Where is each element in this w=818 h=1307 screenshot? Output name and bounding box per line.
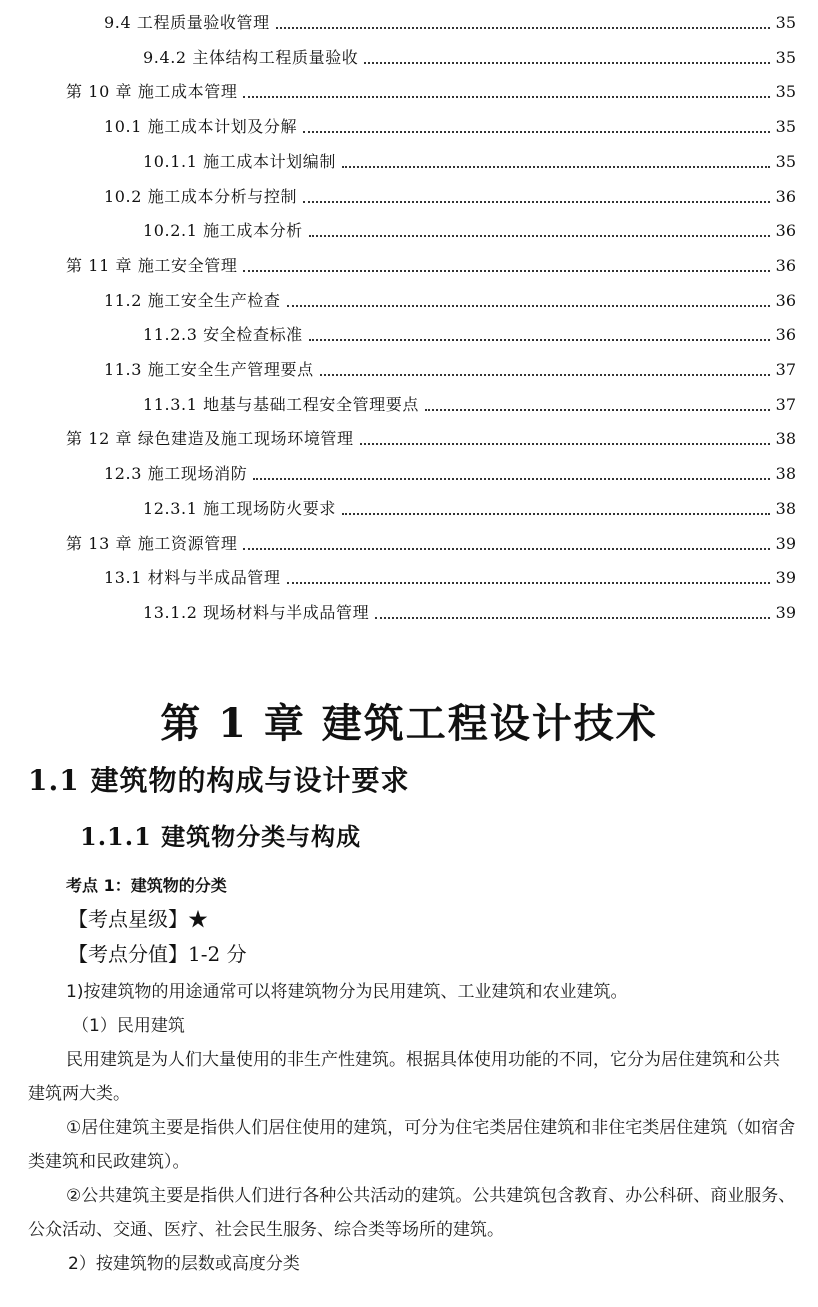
toc-page-number: 39 [775,533,796,553]
toc-dot-leader [303,129,770,133]
toc-entry-label: 10.1 施工成本计划及分解 [104,117,298,137]
toc-page-number: 36 [775,290,796,310]
toc-entry[interactable] [143,143,796,173]
toc-page-number: 38 [775,498,796,518]
toc-entry[interactable] [66,525,796,555]
toc-dot-leader [276,25,770,29]
toc-page-number: 38 [775,464,796,484]
toc-page-number: 36 [775,325,796,345]
body-text [28,975,796,1281]
toc-entry[interactable] [66,247,796,277]
toc-page-number: 39 [775,602,796,622]
toc-page-number: 39 [775,568,796,588]
toc-entry-label: 第 12 章 绿色建造及施工现场环境管理 [66,429,354,449]
toc-dot-leader [243,268,769,272]
toc-page-number: 36 [775,221,796,241]
subsection-title: 1.1.1 建筑物分类与构成 [80,822,362,851]
toc-dot-leader [287,303,770,307]
toc-entry-label: 13.1.2 现场材料与半成品管理 [143,602,370,622]
toc-entry-label: 12.3.1 施工现场防火要求 [143,498,336,518]
toc-entry[interactable] [104,108,796,138]
toc-entry-label: 11.2.3 安全检查标准 [143,325,303,345]
toc-page-number: 36 [775,255,796,275]
toc-entry[interactable] [104,282,796,312]
chapter-title: 第 1 章 建筑工程设计技术 [160,700,658,747]
toc-entry-label: 11.3 施工安全生产管理要点 [104,360,314,379]
toc-entry[interactable] [143,490,796,520]
toc-dot-leader [287,580,770,584]
kaodian-title: 考点 1：建筑物的分类 [66,876,227,895]
toc-dot-leader [243,94,769,98]
toc-entry-label: 9.4 工程质量验收管理 [104,13,270,32]
toc-dot-leader [360,441,770,445]
toc-entry[interactable] [104,559,796,589]
toc-page-number: 38 [775,429,796,449]
toc-entry[interactable] [143,594,796,624]
toc-entry-label: 12.3 施工现场消防 [104,464,248,484]
toc-dot-leader [364,60,769,64]
toc-dot-leader [303,199,770,203]
toc-page-number: 35 [775,151,796,171]
paragraph: （1）民用建筑 [72,1016,185,1036]
toc-entry[interactable] [143,39,796,69]
paragraph: 民用建筑是为人们大量使用的非生产性建筑。根据具体使用功能的不同，它分为居住建筑和公共建筑两大类。 [28,1050,780,1104]
toc-page-number: 37 [775,394,796,414]
toc-dot-leader [375,615,769,619]
paragraph: ①居住建筑主要是指供人们居住使用的建筑，可分为住宅类居住建筑和非住宅类居住建筑（如宿舍类建筑和民政建筑）。 [28,1118,796,1172]
toc-entry-label: 第 10 章 施工成本管理 [66,82,238,102]
toc-entry-label: 13.1 材料与半成品管理 [104,568,281,588]
toc-entry[interactable] [66,73,796,103]
toc-entry[interactable] [104,455,796,485]
paragraph: ②公共建筑主要是指供人们进行各种公共活动的建筑。公共建筑包含教育、办公科研、商业服务、公众活动、交通、医疗、社会民生服务、综合类等场所的建筑。 [28,1186,796,1240]
toc-page-number: 36 [775,186,796,206]
toc-entry-label: 10.2.1 施工成本分析 [143,221,303,241]
toc-entry-label: 第 13 章 施工资源管理 [66,533,238,553]
toc-dot-leader [342,511,770,515]
toc-dot-leader [309,337,770,341]
toc-page-number: 35 [775,82,796,102]
section-title: 1.1 建筑物的构成与设计要求 [28,764,410,797]
toc-entry[interactable] [66,420,796,450]
toc-page-number: 35 [775,47,796,67]
toc-dot-leader [243,546,769,550]
toc-dot-leader [425,407,770,411]
toc-page-number: 35 [775,13,796,32]
toc-entry-label: 10.1.1 施工成本计划编制 [143,151,336,171]
kaodian-star-rating: 【考点星级】★ [68,907,208,931]
toc-entry[interactable] [143,386,796,416]
paragraph: 2）按建筑物的层数或高度分类 [68,1254,300,1274]
toc-page-number: 37 [775,360,796,379]
toc-page-number: 35 [775,117,796,137]
toc-entry-label: 10.2 施工成本分析与控制 [104,186,298,206]
kaodian-score: 【考点分值】1-2 分 [68,942,247,966]
toc-entry[interactable] [143,212,796,242]
toc-dot-leader [342,164,770,168]
toc-entry-label: 11.3.1 地基与基础工程安全管理要点 [143,394,419,414]
toc-dot-leader [253,476,769,480]
toc-entry-label: 第 11 章 施工安全管理 [66,255,238,275]
toc-dot-leader [309,233,770,237]
toc-entry[interactable] [104,4,796,34]
paragraph: 1)按建筑物的用途通常可以将建筑物分为民用建筑、工业建筑和农业建筑。 [66,982,628,1002]
toc-entry[interactable] [104,351,796,381]
toc-dot-leader [320,372,770,376]
toc-entry[interactable] [104,178,796,208]
toc-entry-label: 9.4.2 主体结构工程质量验收 [143,47,359,67]
toc-entry[interactable] [143,316,796,346]
toc-entry-label: 11.2 施工安全生产检查 [104,290,281,310]
